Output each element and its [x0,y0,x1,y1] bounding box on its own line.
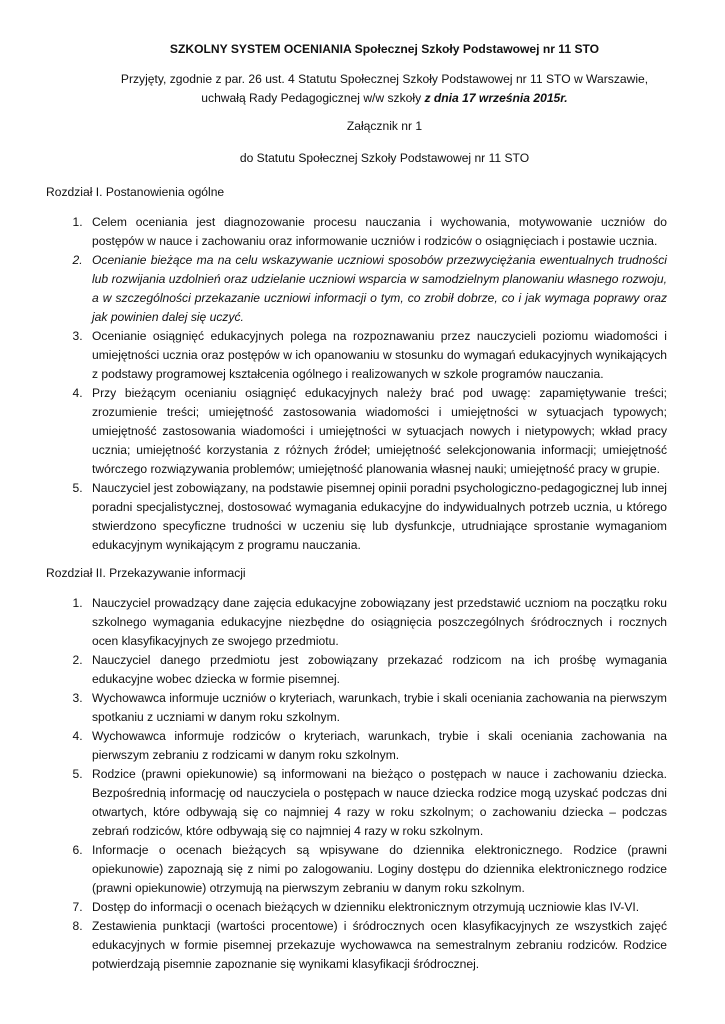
document-title: SZKOLNY SYSTEM OCENIANIA Społecznej Szkoły Podstawowej nr 11 STO [169,42,600,56]
list-item: 4. Przy bieżącym ocenianiu osiągnięć edukacyjnych należy brać pod uwagę: zapamiętywanie treści; zrozumienie treści; umiejętność zastosowania wiadomości i umiejętności w sytuacjach typowych; umiejętność zastosowania wiadomości i umiejętności w sytuacjach nowych i nietypowych; wkład pracy ucznia; umiejętność korzystania z różnych źródeł; umiejętność selekcjonowania informacji; umiejętność twórczego rozwiązywania problemów; umiejętność planowania własnej nauki; umiejętność pracy w grupie. [86,384,667,479]
section-2-list [66,594,667,974]
list-item: 3. Wychowawca informuje uczniów o kryteriach, warunkach, trybie i skali oceniania zachowania na pierwszym spotkaniu z uczniami w danym roku szkolnym. [86,689,667,727]
list-item: 1. Celem oceniania jest diagnozowanie procesu nauczania i wychowania, motywowanie uczniów do postępów w nauce i zachowaniu oraz informowanie uczniów i rodziców o osiągnięciach i postawie ucznia. [86,213,667,251]
section-1-list [66,213,667,555]
list-item: 5. Rodzice (prawni opiekunowie) są informowani na bieżąco o postępach w nauce i zachowaniu dziecka. Bezpośrednią informację od nauczyciela o postępach w nauce dziecka rodzice mogą uzyskać podczas dni otwartych, które odbywają się co najmniej 4 razy w roku szkolnym; o zachowaniu dziecka – podczas zebrań rodziców, które odbywają się co najmniej 4 razy w roku szkolnym. [86,765,667,841]
list-item: 5. Nauczyciel jest zobowiązany, na podstawie pisemnej opinii poradni psychologiczno-pedagogicznej lub innej poradni specjalistycznej, dostosować wymagania edukacyjne do indywidualnych potrzeb ucznia, u którego stwierdzono specyficzne trudności w uczeniu się lub dysfunkcje, utrudniające sprostanie wymaganiom edukacyjnym wynikającym z programu nauczania. [86,479,667,555]
statute-label: do Statutu Społecznej Szkoły Podstawowej nr 11 STO [239,151,530,165]
section-2-heading: Rozdział II. Przekazywanie informacji [46,566,246,580]
list-item: 8. Zestawienia punktacji (wartości procentowe) i śródrocznych ocen klasyfikacyjnych ze wszystkich zajęć edukacyjnych w formie pisemnej przekazuje wychowawca na semestralnym zebraniu rodziców. Rodzice potwierdzają pisemnie zapoznanie się wynikami klasyfikacji śródrocznej. [86,917,667,974]
list-item: 7. Dostęp do informacji o ocenach bieżących w dzienniku elektronicznym otrzymują uczniowie klas IV-VI. [86,898,667,917]
list-item: 3. Ocenianie osiągnięć edukacyjnych polega na rozpoznawaniu przez nauczycieli poziomu wiadomości i umiejętności ucznia oraz postępów w ich opanowaniu w stosunku do wymagań edukacyjnych wynikających z podstawy programowej kształcenia ogólnego i realizowanych w szkole programów nauczania. [86,327,667,384]
list-item: 4. Wychowawca informuje rodziców o kryteriach, warunkach, trybie i skali oceniania zachowania na pierwszym zebraniu z rodzicami w danym roku szkolnym. [86,727,667,765]
list-item: 2. Nauczyciel danego przedmiotu jest zobowiązany przekazać rodzicom na ich prośbę wymagania edukacyjne wobec dziecka w formie pisemnej. [86,651,667,689]
list-item: 2. Ocenianie bieżące ma na celu wskazywanie uczniowi sposobów przezwyciężania ewentualnych trudności lub rozwijania uzdolnień oraz udzielanie uczniowi wsparcia w samodzielnym planowaniu własnego rozwoju, a w szczególności przekazanie uczniowi informacji o tym, co zrobił dobrze, co i jak wymaga poprawy oraz jak powinien dalej się uczyć. [86,251,667,327]
adoption-text: Przyjęty, zgodnie z par. 26 ust. 4 Statutu Społecznej Szkoły Podstawowej nr 11 STO w Warszawie, uchwałą Rady Pedagogicznej w/w szkoły [120,72,649,105]
adoption-date: z dnia 17 września 2015r. [424,91,568,105]
list-item: 1. Nauczyciel prowadzący dane zajęcia edukacyjne zobowiązany jest przedstawić uczniom na początku roku szkolnego wymagania edukacyjne niezbędne do osiągnięcia poszczególnych śródrocznych i rocznych ocen klasyfikacyjnych ze swojego przedmiotu. [86,594,667,651]
list-item: 6. Informacje o ocenach bieżących są wpisywane do dziennika elektronicznego. Rodzice (prawni opiekunowie) zapoznają się z nimi po zalogowaniu. Loginy dostępu do dziennika elektronicznego rodzice (prawni opiekunowie) otrzymują na pierwszym zebraniu w danym roku szkolnym. [86,841,667,898]
section-1-heading: Rozdział I. Postanowienia ogólne [46,185,225,199]
attachment-label: Załącznik nr 1 [346,119,423,133]
adoption-note [66,70,667,108]
